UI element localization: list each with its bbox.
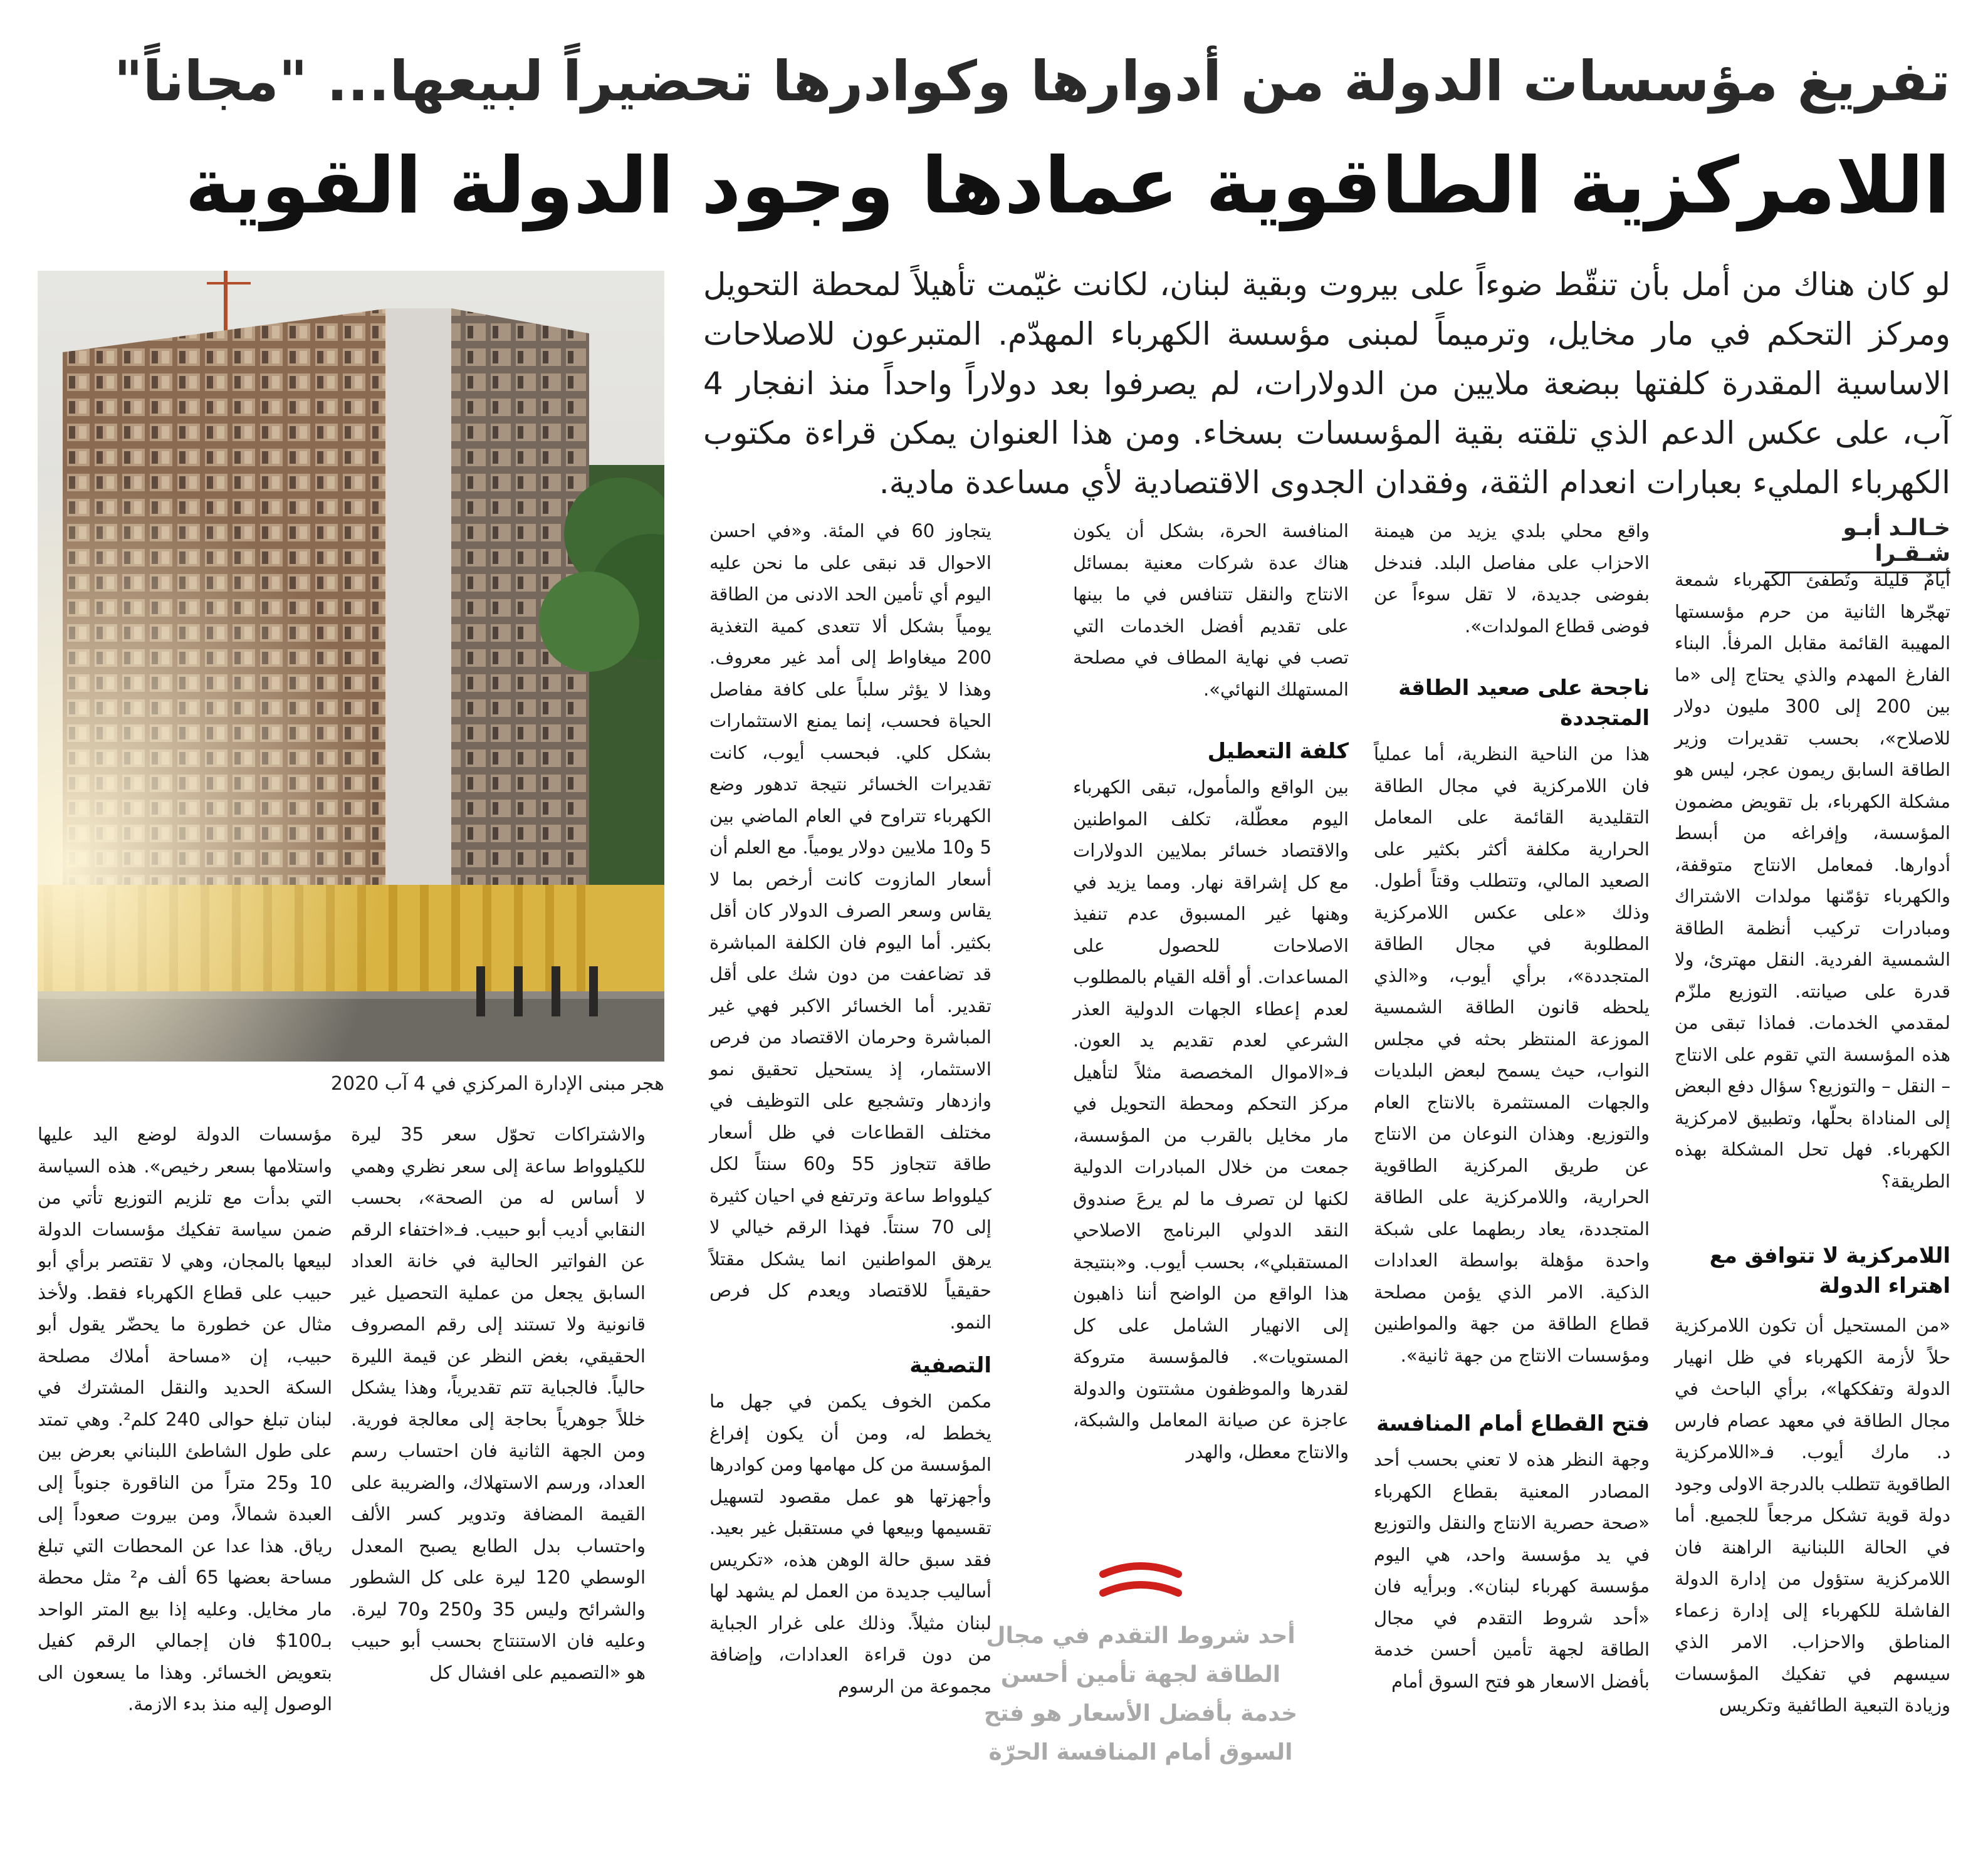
paragraph: مؤسسات الدولة لوضع اليد عليها واستلامها بسعر رخيص». هذه السياسة التي بدأت مع تلزيم التوزيع تأتي من ضمن سياسة تفكيك مؤسسات الدولة لبيعها بالمجان، وهي لا تقتصر برأي أبو حبيب على قطاع الكهرباء فقط. ولأخذ مثال عن خطورة ما يحضّر يقول أبو حبيب، إن «مساحة أملاك مصلحة السكة الحديد والنقل المشترك في لبنان تبلغ حوالى 240 كلم². وهي تمتد على طول الشاطئ اللبناني بعرض بين 10 و25 متراً من الناقورة جنوباً إلى العبدة شمالاً، ومن بيروت صعوداً إلى رياق. هذا عدا عن المحطات التي تبلغ مساحة بعضها 65 ألف م² مثل محطة مار مخايل. وعليه إذا بيع المتر الواحد بـ100$ فان إجمالي الرقم كفيل بتعويض الخسائر. وهذا ما يسعون الى الوصول إليه منذ بدء الازمة.: [38, 1124, 332, 1715]
column-2: [1374, 515, 1650, 1697]
pull-quote: [978, 1560, 1304, 1772]
building-photo: [38, 271, 664, 1062]
paragraph: هذا من الناحية النظرية، أما عملياً فان اللامركزية في مجال الطاقة التقليدية القائمة على المعامل الحرارية مكلفة أكثر بكثير على الصعيد المالي، وتتطلب وقتاً أطول. وذلك «على عكس اللامركزية المطلوبة في مجال الطاقة المتجددة»، برأي أيوب، و«الذي يلحظه قانون الطاقة الشمسية الموزعة المنتظر بحثه في مجلس النواب، حيث يسمح لبعض البلديات والجهات المستثمرة بالانتاج العام والتوزيع. وهذان النوعان من الانتاج عن طريق المركزية الطاقوية الحرارية، واللامركزية على الطاقة المتجددة، يعاد ربطهما على شبكة واحدة مؤهلة بواسطة العدادات الذكية. الامر الذي يؤمن مصلحة قطاع الطاقة من جهة والمواطنين ومؤسسات الانتاج من جهة ثانية».: [1374, 743, 1650, 1366]
subhead-liquidation: التصفية: [909, 1353, 991, 1378]
paragraph: أيامٌ قليلة وتُطفئ الكهرباء شمعة تهجّرها الثانية من حرم مؤسستها المهيبة القائمة مقابل المرفأ. البناء الفارغ المهدم والذي يحتاج إلى «ما بين 200 إلى 300 مليون دولار للاصلاح»، بحسب تقديرات وزير الطاقة السابق ريمون عجر، ليس هو مشكلة الكهرباء، بل تقويض مضمون المؤسسة، وإفراغه من أبسط أدوارها. فمعامل الانتاج متوقفة، والكهرباء تؤمّنها مولدات الاشتراك ومبادرات تركيب أنظمة الطاقة الشمسية الفردية. النقل مهترئ، ولا قدرة على صيانته. التوزيع ملزّم لمقدمي الخدمات. فماذا تبقى من هذه المؤسسة التي تقوم على الانتاج – النقل – والتوزيع؟ سؤال دفع البعض إلى المناداة بحلّها، وتطبيق لامركزية الكهرباء. فهل تحل المشكلة بهذه الطريقة؟: [1675, 569, 1950, 1192]
paragraph: مكمن الخوف يكمن في جهل ما يخطط له، ومن أن يكون إفراغ المؤسسة من كل مهامها ومن كوادرها وأجهزتها هو عمل مقصود لتسهيل تقسيمها وبيعها في مستقبل غير بعيد. فقد سبق حالة الوهن هذه، «تكريس أساليب جديدة من العمل لم يشهد لها لبنان مثيلاً. وذلك على غرار الجباية من دون قراءة العدادات، وإضافة مجموعة من الرسوم: [709, 1391, 991, 1697]
subhead-decentralization: اللامركزية لا تتوافق مع اهتراء الدولة: [1709, 1243, 1950, 1298]
lebanese-flag-icon: [1097, 1560, 1185, 1604]
paragraph: يتجاوز 60 في المئة. و«في احسن الاحوال قد نبقى على ما نحن عليه اليوم أي تأمين الحد الادنى من الطاقة يومياً بشكل ألا تتعدى كمية التغذية 200 ميغاواط إلى أمد غير معروف. وهذا لا يؤثر سلباً على كافة مفاصل الحياة فحسب، إنما يمنع الاستثمارات بشكل كلي. فبحسب أيوب، كانت تقديرات الخسائر نتيجة تدهور وضع الكهرباء تتراوح في العام الماضي بين 5 و10 ملايين دولار يومياً. مع العلم أن أسعار المازوت كانت أرخص بما لا يقاس وسعر الصرف الدولار كان أقل بكثير. أما اليوم فان الكلفة المباشرة قد تضاعفت من دون شك على أقل تقدير. أما الخسائر الاكبر فهي غير المباشرة وحرمان الاقتصاد من فرص الاستثمار، إذ يستحيل تحقيق نمو وازدهار وتشجيع على التوظيف في مختلف القطاعات في ظل أسعار طاقة تتجاوز 55 و60 سنتاً لكل كيلوواط ساعة وترتفع في احيان كثيرة إلى 70 سنتاً. فهذا الرقم خيالي لا يرهق المواطنين انما يشكل مقتلاً حقيقياً للاقتصاد ويعدم كل فرص النمو.: [709, 520, 992, 1333]
byline: خـالـد أبـو شـقـرا: [1765, 515, 1950, 573]
subhead-renewable: ناجحة على صعيد الطاقة المتجددة: [1398, 676, 1650, 731]
paragraph: «من المستحيل أن تكون اللامركزية حلاً لأزمة الكهرباء في ظل انهيار الدولة وتفككها»، برأي الباحث في مجال الطاقة في معهد عصام فارس د. مارك أيوب. فـ«اللامركزية الطاقوية تتطلب بالدرجة الاولى وجود دولة قوية تشكل مرجعاً للجميع. أما في الحالة اللبنانية الراهنة فان اللامركزية ستؤول من إدارة الدولة الفاشلة للكهرباء إلى إدارة زعماء المناطق والاحزاب. الامر الذي سيسهم في تفكيك المؤسسات وزيادة التبعية الطائفية وتكريس: [1675, 1315, 1950, 1716]
paragraph: بين الواقع والمأمول، تبقى الكهرباء اليوم معطّلة، تكلف المواطنين والاقتصاد خسائر بملايين الدولارات مع كل إشراقة نهار. ومما يزيد في وهنها غير المسبوق عدم تنفيذ الاصلاحات للحصول على المساعدات. أو أقله القيام بالمطلوب لعدم إعطاء الجهات الدولية العذر الشرعي لعدم تقديم يد العون. فـ«الاموال المخصصة مثلاً لتأهيل مركز التحكم ومحطة التحويل في مار مخايل بالقرب من المؤسسة، جمعت من خلال المبادرات الدولية لكنها لن تصرف ما لم يرعَ صندوق النقد الدولي البرنامج الاصلاحي المستقبلي»، بحسب أيوب. و«بنتيجة هذا الواقع من الواضح أننا ذاهبون إلى الانهيار الشامل على كل المستويات». فالمؤسسة متروكة لقدرها والموظفون مشتتون والدولة عاجزة عن صيانة المعامل والشبكة، والانتاج معطل، والهدر: [1073, 776, 1349, 1463]
main-headline: اللامركزية الطاقوية عمادها وجود الدولة القوية: [185, 141, 1950, 231]
column-1: [1675, 564, 1950, 1721]
column-4: [709, 515, 991, 1702]
photo-caption: هجر مبنى الإدارة المركزي في 4 آب 2020: [330, 1073, 664, 1095]
subhead-competition: فتح القطاع أمام المنافسة: [1376, 1411, 1650, 1436]
column-3: [1073, 515, 1349, 1468]
lede-paragraph: لو كان هناك من أمل بأن تنقّط ضوءاً على بيروت وبقية لبنان، لكانت غيّمت تأهيلاً لمحطة التحويل ومركز التحكم في مار مخايل، وترميماً لمبنى مؤسسة الكهرباء المهدّم. المتبرعون للاصلاحات الاساسية المقدرة كلفتها ببضعة ملايين من الدولارات، لم يصرفوا بعد دولاراً واحداً منذ انفجار 4 آب، على عكس الدعم الذي تلقته بقية المؤسسات بسخاء. ومن هذا العنوان يمكن قراءة مكتوب الكهرباء المليء بعبارات انعدام الثقة، وفقدان الجدوى الاقتصادية لأي مساعدة مادية.: [703, 266, 1950, 501]
paragraph: واقع محلي بلدي يزيد من هيمنة الاحزاب على مفاصل البلد. فندخل بفوضى جديدة، لا تقل سوءاً عن فوضى قطاع المولدات».: [1374, 520, 1650, 637]
subhead-cost: كلفة التعطيل: [1207, 739, 1349, 764]
pull-quote-text: أحد شروط التقدم في مجال الطاقة لجهة تأمين أحسن خدمة بأفضل الأسعار هو فتح السوق أمام المنافسة الحرّة: [983, 1623, 1298, 1765]
column-5: [351, 1119, 646, 1688]
paragraph: وجهة النظر هذه لا تعني بحسب أحد المصادر المعنية بقطاع الكهرباء «صحة حصرية الانتاج والنقل والتوزيع في يد مؤسسة واحد، هي اليوم مؤسسة كهرباء لبنان». وبرأيه فان «أحد شروط التقدم في مجال الطاقة لجهة تأمين أحسن خدمة بأفضل الاسعار هو فتح السوق أمام: [1374, 1449, 1650, 1692]
kicker-headline: تفريغ مؤسسات الدولة من أدوارها وكوادرها تحضيراً لبيعها... "مجاناً": [113, 49, 1950, 113]
paragraph: المنافسة الحرة، بشكل أن يكون هناك عدة شركات معنية بمسائل الانتاج والنقل تتنافس في ما بينها على تقديم أفضل الخدمات التي تصب في نهاية المطاف في مصلحة المستهلك النهائي».: [1073, 520, 1349, 700]
paragraph: والاشتراكات تحوّل سعر 35 ليرة للكيلوواط ساعة إلى سعر نظري وهمي لا أساس له من الصحة»، بحسب النقابي أديب أبو حبيب. فـ«اختفاء الرقم عن الفواتير الحالية في خانة العداد السابق يجعل من عملية التحصيل غير قانونية ولا تستند إلى رقم المصروف الحقيقي، بغض النظر عن قيمة الليرة حالياً. فالجباية تتم تقديرياً، وهذا يشكل خللاً جوهرياً بحاجة إلى معالجة فورية. ومن الجهة الثانية فان احتساب رسم العداد، ورسم الاستهلاك، والضريبة على القيمة المضافة وتدوير كسر الألف واحتساب بدل الطابع يصبح المعدل الوسطي 120 ليرة على كل الشطور والشرائح وليس 35 و250 و70 ليرة. وعليه فان الاستنتاج بحسب أبو حبيب هو «التصميم على افشال كل: [351, 1124, 646, 1683]
column-6: [38, 1119, 332, 1720]
